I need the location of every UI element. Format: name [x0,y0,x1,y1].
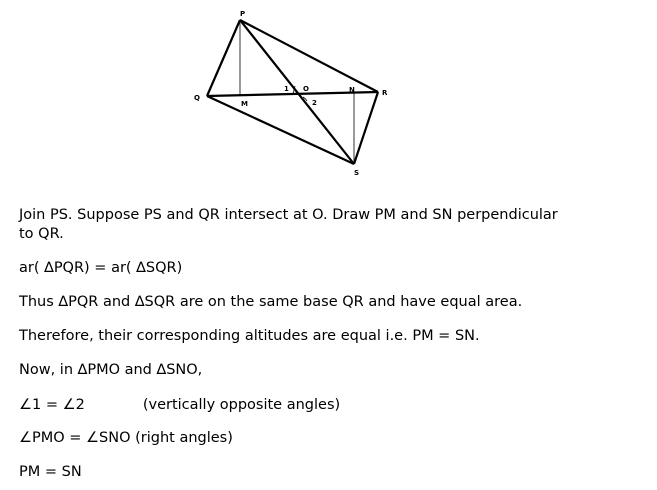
angle-equality: ∠1 = ∠2 [19,397,85,413]
vertical-angles-statement [19,395,340,415]
altitudes-statement: Therefore, their corresponding altitudes are equal i.e. PM = SN. [19,328,480,344]
statement-line-2: to QR. [19,226,64,242]
same-base-statement: Thus ∆PQR and ∆SQR are on the same base QR and have equal area. [19,294,523,310]
label-r: R [382,89,388,97]
segment-rs [354,92,378,164]
right-angles-statement: ∠PMO = ∠SNO (right angles) [19,430,233,446]
geometry-figure [190,0,400,185]
triangles-statement: Now, in ∆PMO and ∆SNO, [19,362,203,378]
label-q: Q [194,94,200,102]
label-n: N [349,86,355,94]
segment-pr [240,20,378,92]
segment-sq [207,96,354,164]
label-angle-2: 2 [312,99,317,107]
area-equation: ar( ∆PQR) = ar( ∆SQR) [19,260,183,276]
label-s: S [354,169,360,177]
statement-line-1: Join PS. Suppose PS and QR intersect at O. Draw PM and SN perpendicular [19,207,558,223]
segment-qp [207,20,240,96]
label-angle-1: 1 [284,85,289,93]
label-o: O [303,85,309,93]
side-equality-statement: PM = SN [19,464,82,480]
label-p: P [240,10,246,18]
angle-reason: (vertically opposite angles) [142,397,341,413]
label-m: M [241,100,248,108]
